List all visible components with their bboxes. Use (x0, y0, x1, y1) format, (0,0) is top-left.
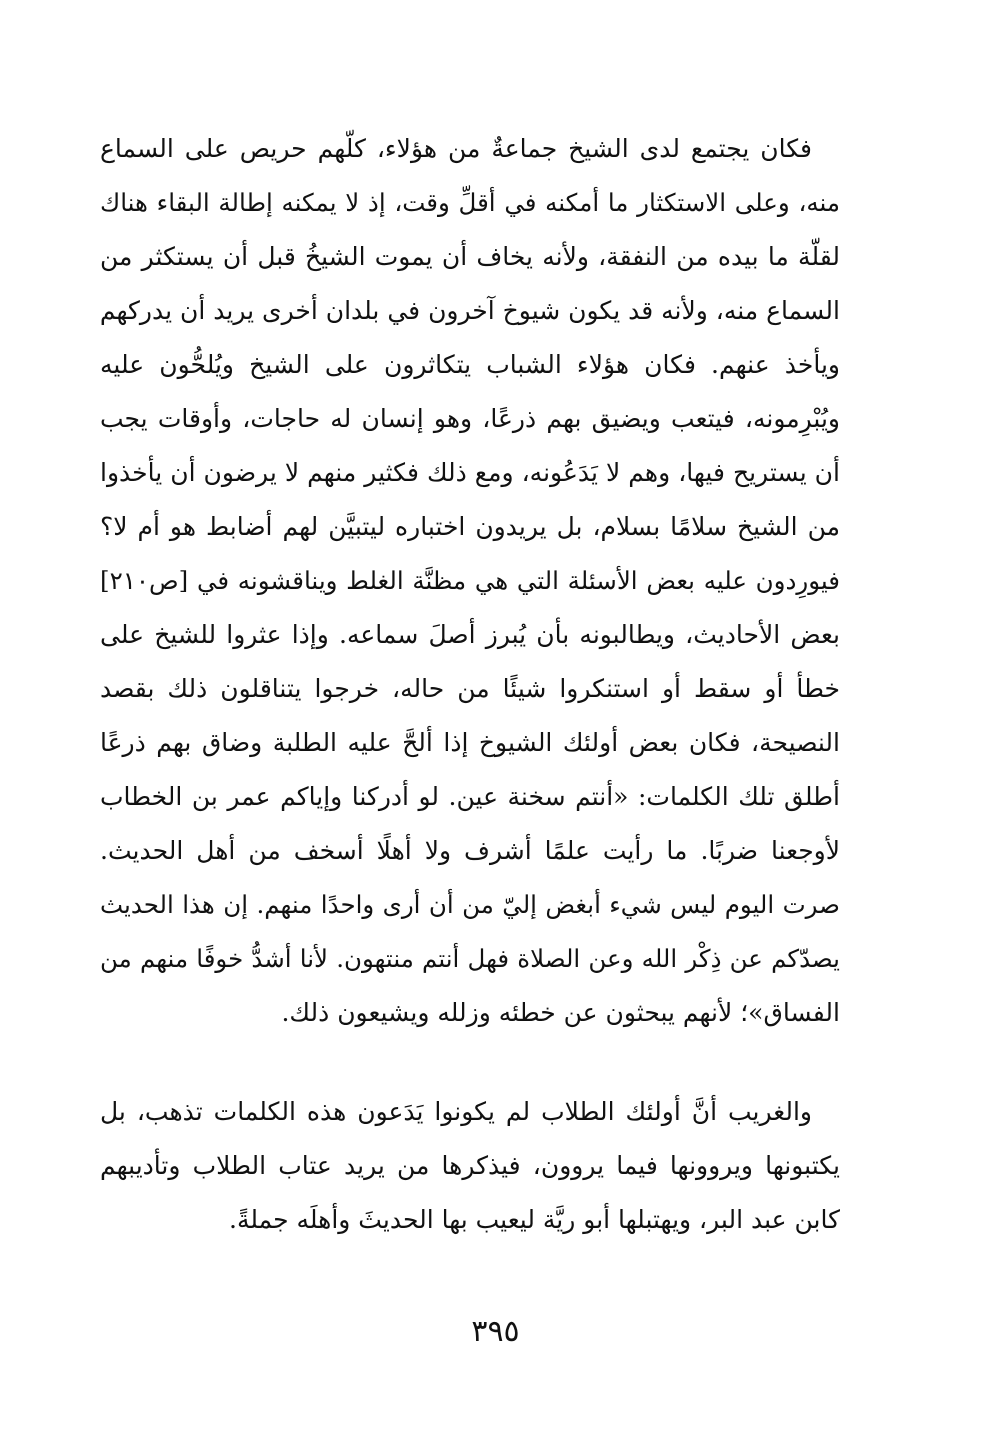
text-line: من الشيخ سلامًا بسلام، بل يريدون اختباره ليتبيَّن لهم أضابط هو أم لا؟ (100, 512, 840, 541)
text-line: صرت اليوم ليس شيء أبغض إليّ من أن أرى واحدًا منهم. إن هذا الحديث (100, 890, 840, 919)
text-line: فكان يجتمع لدى الشيخ جماعةٌ من هؤلاء، كلّهم حريص على السماع (100, 134, 812, 163)
paragraph-2 (100, 1085, 840, 1247)
text-line: الفساق»؛ لأنهم يبحثون عن خطئه وزلله ويشيعون ذلك. (281, 998, 840, 1027)
text-line: يكتبونها ويروونها فيما يروون، فيذكرها من يريد عتاب الطلاب وتأديبهم (100, 1151, 840, 1180)
text-line: أطلق تلك الكلمات: «أنتم سخنة عين. لو أدركنا وإياكم عمر بن الخطاب (100, 782, 840, 811)
text-line: والغريب أنَّ أولئك الطلاب لم يكونوا يَدَعون هذه الكلمات تذهب، بل (100, 1097, 812, 1126)
text-line: فيورِدون عليه بعض الأسئلة التي هي مظنَّة الغلط ويناقشونه في [ص٢١٠] (100, 566, 840, 595)
text-line: ويُبْرِمونه، فيتعب ويضيق بهم ذرعًا، وهو إنسان له حاجات، وأوقات يجب (100, 404, 840, 433)
text-line: أن يستريح فيها، وهم لا يَدَعُونه، ومع ذلك فكثير منهم لا يرضون أن يأخذوا (100, 458, 840, 487)
paragraph-1 (100, 122, 840, 1040)
text-line: لقلّة ما بيده من النفقة، ولأنه يخاف أن يموت الشيخُ قبل أن يستكثر من (100, 242, 840, 271)
text-line: النصيحة، فكان بعض أولئك الشيوخ إذا ألحَّ عليه الطلبة وضاق بهم ذرعًا (100, 728, 840, 757)
text-line: يصدّكم عن ذِكْر الله وعن الصلاة فهل أنتم منتهون. لأنا أشدُّ خوفًا منهم من (100, 944, 840, 973)
page-number: ٣٩٥ (471, 1314, 520, 1349)
text-line: بعض الأحاديث، ويطالبونه بأن يُبرز أصلَ سماعه. وإذا عثروا للشيخ على (100, 620, 840, 649)
text-line: لأوجعنا ضربًا. ما رأيت علمًا أشرف ولا أهلًا أسخف من أهل الحديث. (100, 836, 840, 865)
text-line: خطأ أو سقط أو استنكروا شيئًا من حاله، خرجوا يتناقلون ذلك بقصد (100, 674, 840, 703)
text-line: كابن عبد البر، ويهتبلها أبو ريَّة ليعيب بها الحديثَ وأهلَه جملةً. (229, 1205, 840, 1234)
text-line: السماع منه، ولأنه قد يكون شيوخ آخرون في بلدان أخرى يريد أن يدركهم (100, 296, 840, 325)
text-line: ويأخذ عنهم. فكان هؤلاء الشباب يتكاثرون على الشيخ ويُلحُّون عليه (100, 350, 840, 379)
text-line: منه، وعلى الاستكثار ما أمكنه في أقلِّ وقت، إذ لا يمكنه إطالة البقاء هناك (100, 188, 840, 217)
